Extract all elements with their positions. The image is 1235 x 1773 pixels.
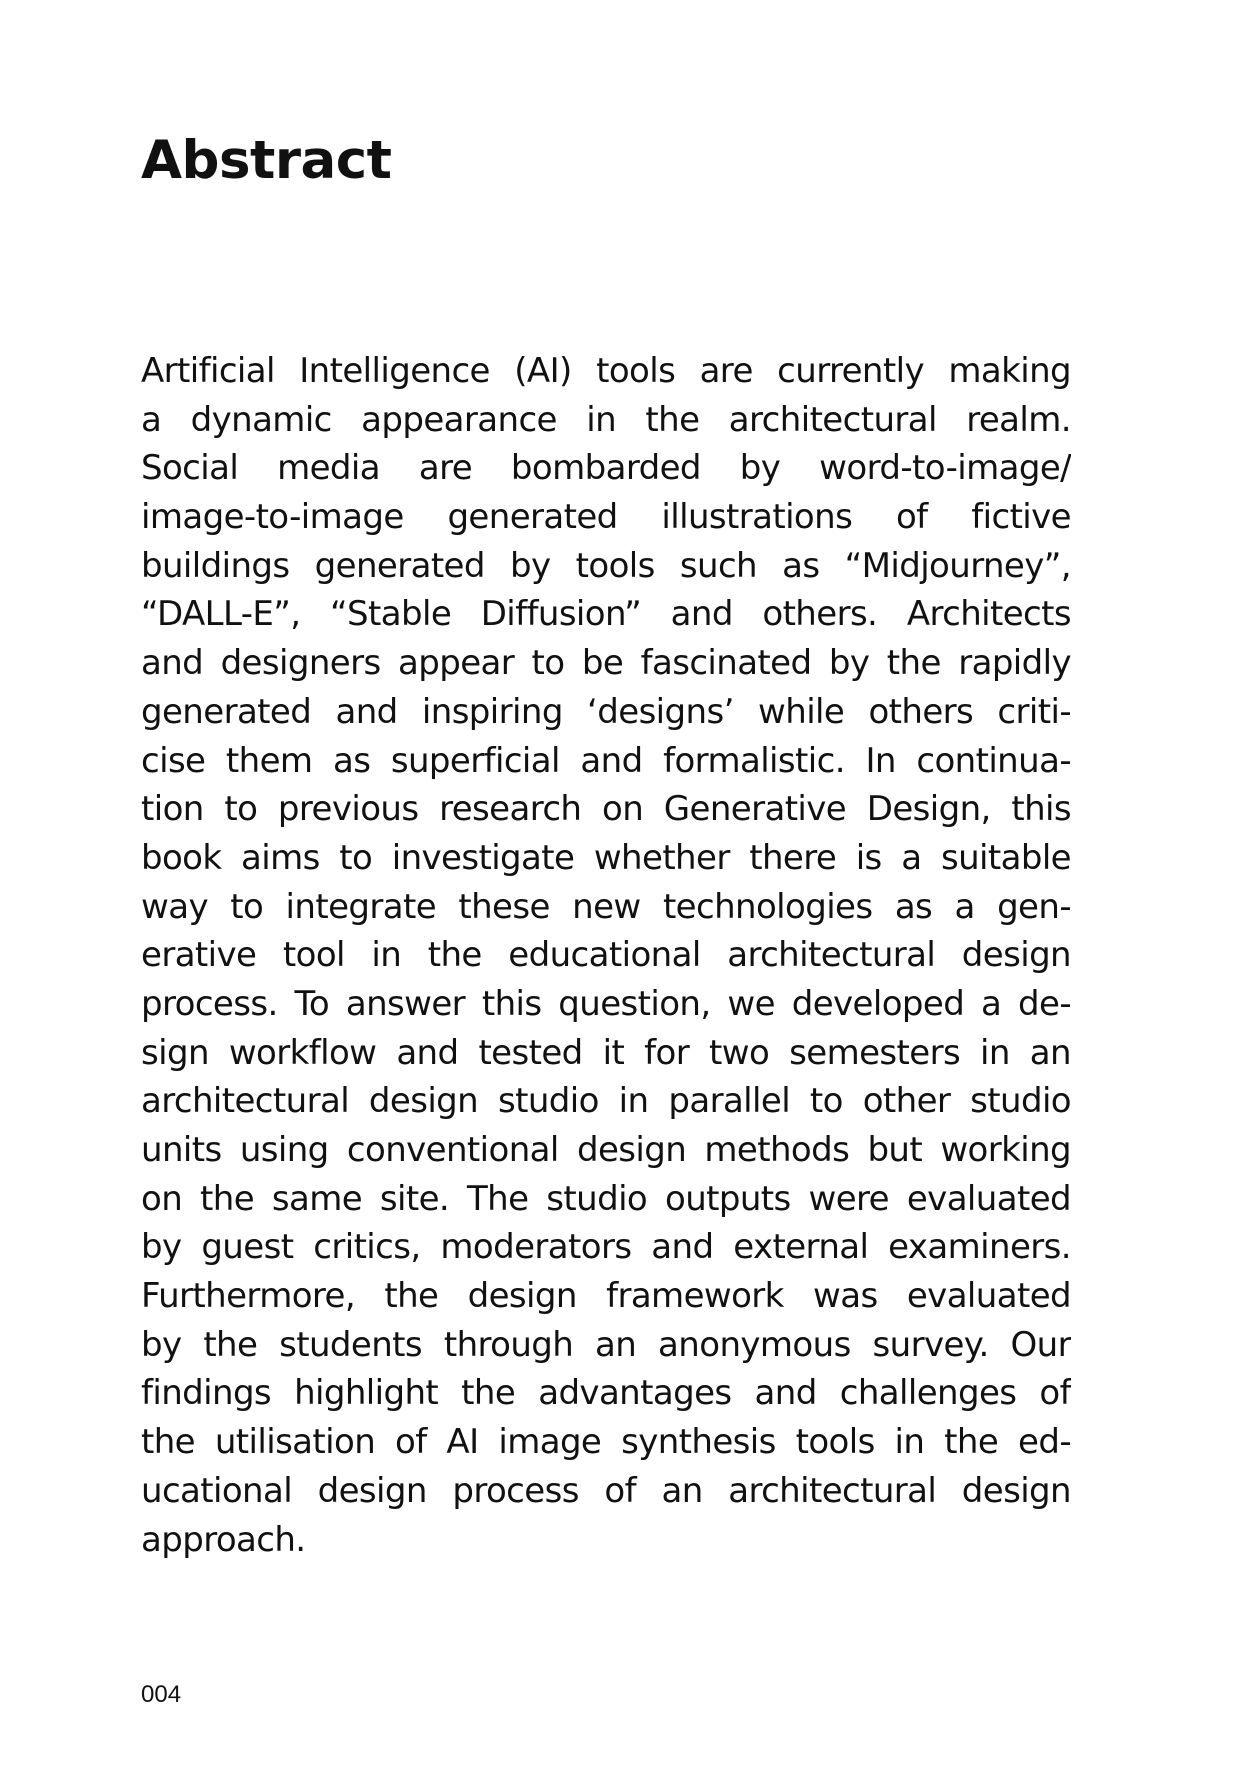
abstract-line: units using conventional design methods but working xyxy=(141,1130,1071,1170)
abstract-line-last: approach. xyxy=(141,1519,306,1560)
abstract-line: Social media are bombarded by word-to-image/ xyxy=(141,448,1071,489)
page-title: Abstract xyxy=(141,130,392,191)
page-number: 004 xyxy=(141,1681,182,1708)
abstract-line: process. To answer this question, we developed a de- xyxy=(141,983,1071,1024)
abstract-line: book aims to investigate whether there is a suitable xyxy=(141,837,1071,878)
abstract-line: generated and inspiring ‘designs’ while others criti- xyxy=(141,691,1071,732)
abstract-line: the utilisation of AI image synthesis tools in the ed- xyxy=(141,1422,1071,1463)
abstract-line: erative tool in the educational architectural design xyxy=(141,935,1071,976)
abstract-line: “DALL-E”, “Stable Diffusion” and others. Architects xyxy=(141,594,1071,635)
abstract-line: on the same site. The studio outputs were evaluated xyxy=(141,1178,1071,1219)
abstract-line: way to integrate these new technologies as a gen- xyxy=(141,886,1071,927)
abstract-line: findings highlight the advantages and challenges of xyxy=(141,1373,1071,1414)
abstract-line: image-to-image generated illustrations of fictive xyxy=(141,497,1071,538)
abstract-line: ucational design process of an architectural design xyxy=(141,1470,1071,1511)
abstract-line: architectural design studio in parallel to other studio xyxy=(141,1081,1071,1122)
abstract-line: sign workflow and tested it for two semesters in an xyxy=(141,1032,1071,1073)
abstract-line: Artificial Intelligence (AI) tools are currently making xyxy=(141,351,1071,391)
abstract-line: cise them as superficial and formalistic. In continua- xyxy=(141,740,1071,781)
abstract-line: tion to previous research on Generative Design, this xyxy=(141,789,1071,830)
abstract-line: buildings generated by tools such as “Midjourney”, xyxy=(141,545,1071,586)
abstract-line: by guest critics, moderators and external examiners. xyxy=(141,1227,1071,1268)
abstract-text xyxy=(141,347,1071,1564)
abstract-line: by the students through an anonymous survey. Our xyxy=(141,1324,1071,1365)
abstract-line: a dynamic appearance in the architectural realm. xyxy=(141,399,1071,440)
abstract-line: and designers appear to be fascinated by the rapidly xyxy=(141,643,1071,684)
abstract-line: Furthermore, the design framework was evaluated xyxy=(141,1276,1071,1317)
